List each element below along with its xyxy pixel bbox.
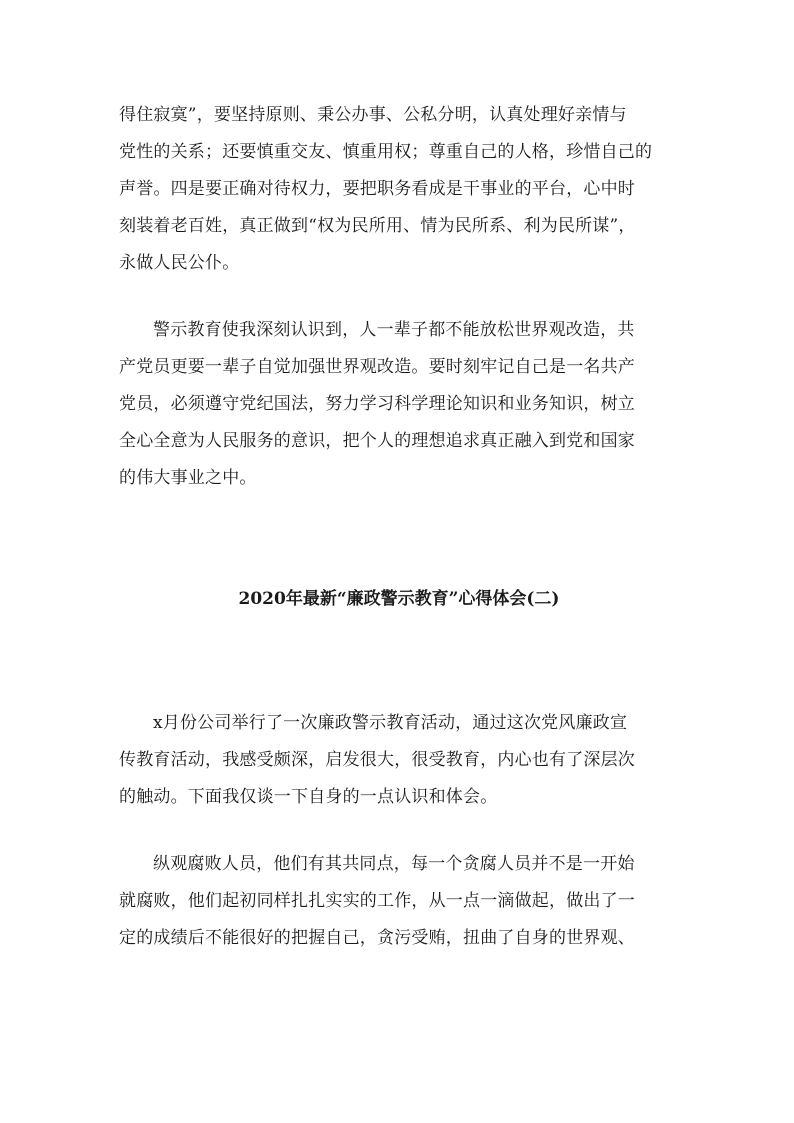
text-line: 党性的关系；还要慎重交友、慎重用权；尊重自己的人格，珍惜自己的 xyxy=(119,142,653,162)
paragraph-warning-education xyxy=(119,312,679,497)
text-line: 的触动。下面我仅谈一下自身的一点认识和体会。 xyxy=(119,787,498,807)
text-line: 警示教育使我深刻认识到，人一辈子都不能放松世界观改造，共 xyxy=(153,320,635,340)
text-line: 永做人民公仆。 xyxy=(119,253,240,273)
paragraph-corruption-analysis xyxy=(119,846,679,957)
text-line: 就腐败，他们起初同样扎扎实实的工作，从一点一滴做起，做出了一 xyxy=(119,891,635,911)
paragraph-gap xyxy=(119,816,679,846)
section-gap xyxy=(119,618,679,705)
text-line: 全心全意为人民服务的意识，把个人的理想追求真正融入到党和国家 xyxy=(119,431,635,451)
text-line: 声誉。四是要正确对待权力，要把职务看成是干事业的平台，心中时 xyxy=(119,179,635,199)
text-line: 得住寂寞”，要坚持原则、秉公办事、公私分明，认真处理好亲情与 xyxy=(119,105,627,125)
text-line: 产党员更要一辈子自觉加强世界观改造。要时刻牢记自己是一名共产 xyxy=(119,357,635,377)
text-line: 传教育活动，我感受颇深，启发很大，很受教育，内心也有了深层次 xyxy=(119,750,635,770)
text-line: x月份公司举行了一次廉政警示教育活动，通过这次党风廉政宣 xyxy=(153,713,628,733)
text-line: 定的成绩后不能很好的把握自己，贪污受贿，扭曲了自身的世界观、 xyxy=(119,928,635,948)
text-line: 纵观腐败人员，他们有其共同点，每一个贪腐人员并不是一开始 xyxy=(153,854,635,874)
paragraph-activity-intro xyxy=(119,705,679,816)
section-title: 2020年最新“廉政警示教育”心得体会(二) xyxy=(238,589,560,609)
paragraph-gap xyxy=(119,282,679,312)
text-line: 刻装着老百姓，真正做到“权为民所用、情为民所系、利为民所谋”， xyxy=(119,216,636,236)
section-gap xyxy=(119,497,679,581)
text-line: 党员，必须遵守党纪国法，努力学习科学理论知识和业务知识，树立 xyxy=(119,394,635,414)
text-line: 的伟大事业之中。 xyxy=(119,468,257,488)
paragraph-continuation xyxy=(119,97,679,282)
document-body xyxy=(119,97,679,957)
